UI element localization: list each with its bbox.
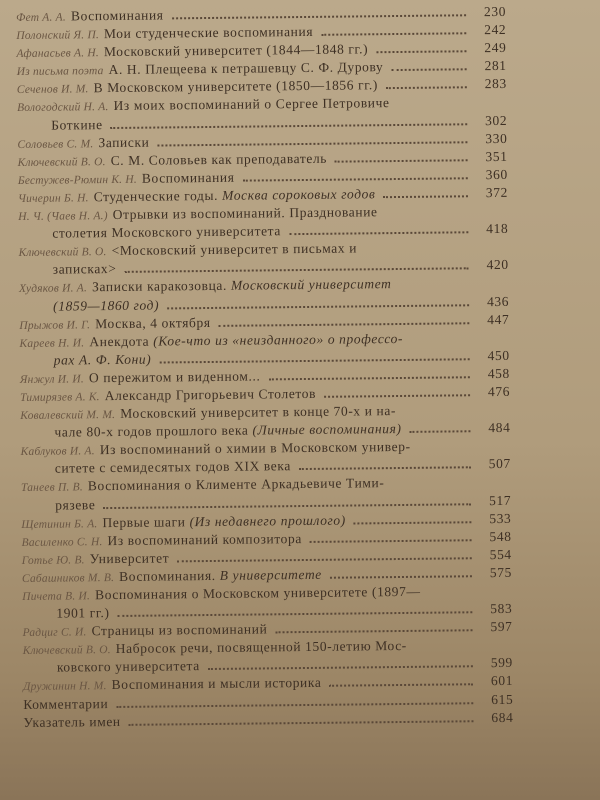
entry-title: Москва, 4 октября	[95, 314, 211, 331]
dot-leader	[275, 629, 472, 633]
entry-author: Кареев Н. И.	[19, 336, 85, 350]
dot-leader	[243, 177, 468, 181]
entry-title: Страницы из воспоминаний	[91, 621, 268, 639]
entry-title: О пережитом и виденном...	[88, 368, 261, 386]
dot-leader	[391, 69, 466, 72]
entry-title: Воспоминания и мысли историка	[111, 675, 322, 693]
dot-leader	[330, 575, 472, 578]
dot-leader	[103, 503, 471, 509]
entry-author: Соловьев С. М.	[17, 137, 94, 151]
toc-entry	[19, 330, 509, 371]
page-number: 507	[488, 456, 511, 472]
dot-leader	[219, 322, 470, 327]
entry-author: Полонский Я. П.	[16, 29, 100, 43]
page-number: 351	[485, 148, 508, 164]
entry-title: <Московский университет в письмах и	[111, 240, 358, 259]
spacer	[361, 251, 475, 252]
page-number: 548	[489, 528, 512, 544]
page-number: 372	[485, 184, 509, 201]
entry-title: Из воспоминаний о химии в Московском универ-	[99, 439, 411, 458]
page-number: 583	[490, 600, 513, 617]
dot-leader	[159, 358, 469, 363]
entry-title: столетия Московского университета	[52, 223, 281, 241]
entry-title: Москва сороковых годов	[222, 186, 376, 203]
dot-leader	[299, 467, 471, 471]
dot-leader	[324, 394, 470, 398]
entry-title: Воспоминания о Московском университете (1897—	[94, 583, 421, 603]
page-number: 283	[484, 76, 507, 92]
toc-entry	[22, 583, 512, 624]
entry-title: Студенческие годы.	[93, 187, 219, 205]
entry-title: Университет	[89, 550, 170, 567]
dot-leader	[268, 376, 469, 380]
entry-title: Отрывки из воспоминаний. Празднование	[112, 204, 378, 223]
entry-title: (Личные воспоминания)	[252, 421, 402, 438]
entry-title: ковского университета	[56, 658, 200, 675]
dot-leader	[289, 231, 468, 235]
spacer	[407, 342, 475, 343]
entry-author: Афанасьев А. Н.	[16, 47, 100, 61]
entry-title: Указатель имен	[23, 713, 121, 730]
page-number: 554	[489, 546, 512, 562]
entry-title: Воспоминания	[141, 169, 235, 186]
entry-title: Александр Григорьевич Столетов	[104, 385, 317, 404]
page-number: 476	[487, 383, 511, 400]
entry-author: Ключевский В. О.	[18, 246, 107, 260]
entry-title: Воспоминания.	[119, 567, 216, 584]
entry-title: Из моих воспоминаний о Сергее Петровиче	[113, 95, 390, 114]
page-number: 418	[486, 220, 509, 237]
entry-title: Воспоминания	[70, 7, 164, 24]
toc-entry	[19, 275, 509, 316]
spacer	[411, 649, 479, 650]
entry-author: Радциг С. И.	[22, 626, 87, 640]
dot-leader	[116, 702, 473, 708]
entry-author: Готье Ю. В.	[21, 554, 85, 567]
entry-title: (Из недавнего прошлого)	[189, 512, 346, 529]
entry-title: Записки каракозовца.	[91, 278, 228, 295]
page-number: 360	[485, 166, 508, 182]
page-number: 447	[487, 311, 510, 327]
page-number: 601	[490, 673, 514, 689]
page-number: 615	[491, 691, 514, 707]
dot-leader	[310, 539, 472, 543]
dot-leader	[354, 521, 472, 524]
entry-author: Вологодский Н. А.	[16, 101, 109, 115]
entry-author: Из письма поэта	[16, 65, 104, 79]
entry-author: Фет А. А.	[16, 11, 67, 24]
page-number: 458	[487, 365, 510, 381]
dot-leader	[172, 14, 466, 19]
entry-author: Н. Ч. (Чаев Н. А.)	[18, 210, 108, 224]
entry-title: Московский университет (1844—1848 гг.)	[103, 41, 369, 60]
page-number: 330	[485, 130, 508, 146]
entry-author: Худяков И. А.	[18, 282, 88, 296]
entry-title: Мои студенческие воспоминания	[103, 23, 314, 42]
entry-title: Анекдота	[89, 333, 150, 349]
page-number: 484	[488, 420, 511, 436]
dot-leader	[383, 195, 468, 198]
entry-title: (Кое-что из «неизданного» о профессо-	[153, 330, 404, 349]
entry-title: чале 80-х годов прошлого века	[54, 422, 249, 440]
entry-author: Бестужев-Рюмин К. Н.	[17, 173, 137, 187]
toc-entry	[21, 438, 511, 479]
entry-author: Ключевский В. О.	[17, 155, 106, 169]
spacer	[425, 595, 479, 596]
toc-entry	[17, 94, 507, 135]
dot-leader	[321, 32, 466, 36]
toc-entry	[18, 203, 508, 244]
entry-title: (1859—1860 год)	[53, 297, 160, 314]
entry-author: Сеченов И. М.	[16, 83, 89, 97]
entry-title: Боткине	[51, 116, 103, 133]
page-number: 597	[490, 619, 513, 635]
dot-leader	[335, 159, 468, 162]
entry-title: С. М. Соловьев как преподаватель	[110, 150, 328, 168]
entry-title: Из воспоминаний композитора	[107, 530, 302, 548]
entry-title: Комментарии	[23, 695, 109, 712]
dot-leader	[329, 684, 473, 688]
page-number: 302	[485, 112, 508, 128]
page-number: 230	[483, 3, 507, 20]
spacer	[382, 215, 475, 216]
toc-line	[23, 709, 513, 732]
page-number: 249	[484, 40, 507, 56]
page-number: 436	[486, 293, 510, 309]
entry-title: А. Н. Плещеева к петрашевцу С. Ф. Дурову	[108, 59, 384, 78]
page-number: 281	[484, 58, 507, 74]
dot-leader	[376, 50, 466, 53]
entry-title: рязеве	[55, 496, 96, 513]
spacer	[388, 487, 477, 488]
entry-title: Набросок речи, посвященной 150-летию Мос-	[115, 638, 407, 657]
page-number: 242	[484, 21, 507, 38]
dot-leader	[208, 666, 473, 671]
entry-author: Василенко С. Н.	[21, 535, 103, 549]
spacer	[394, 107, 473, 108]
entry-title: В университете	[219, 566, 322, 583]
page-number: 533	[489, 510, 512, 526]
dot-leader	[177, 557, 472, 562]
entry-title: Записки	[98, 134, 150, 150]
entry-title: ситете с семидесятых годов XIX века	[54, 458, 291, 476]
page-number: 575	[489, 564, 513, 580]
page-number: 517	[489, 492, 512, 508]
entry-author: Прыжов И. Г.	[19, 318, 91, 332]
dot-leader	[410, 430, 471, 433]
spacer	[415, 450, 477, 451]
dot-leader	[167, 304, 469, 309]
spacer	[395, 288, 474, 289]
page-number: 450	[487, 347, 510, 363]
table-of-contents	[16, 4, 514, 733]
entry-author: Чичерин Б. Н.	[17, 192, 89, 205]
toc-entry	[23, 637, 513, 678]
entry-title: 1901 гг.)	[56, 605, 110, 621]
page-number: 684	[491, 709, 514, 725]
page-number: 599	[490, 655, 513, 671]
toc-entry	[23, 709, 513, 732]
page-number: 420	[486, 257, 509, 273]
entry-author: Тимирязев А. К.	[20, 391, 100, 404]
toc-entry	[18, 239, 508, 280]
entry-title: рах А. Ф. Кони)	[53, 351, 152, 368]
entry-author: Каблуков И. А.	[20, 445, 95, 459]
toc-entry	[21, 474, 511, 515]
entry-title: Московский университет	[230, 276, 392, 294]
entry-author: Янжул И. И.	[19, 373, 85, 386]
entry-title: Первые шаги	[102, 513, 186, 530]
entry-title: В Московском университете (1850—1856 гг.)	[93, 77, 378, 96]
entry-title: записках>	[52, 261, 117, 277]
entry-author: Ключевский В. О.	[22, 644, 111, 658]
entry-author: Дружинин Н. М.	[23, 680, 107, 694]
dot-leader	[129, 720, 474, 726]
dot-leader	[111, 123, 468, 129]
entry-author: Танеев П. В.	[20, 481, 83, 495]
dot-leader	[124, 268, 468, 274]
dot-leader	[157, 141, 467, 146]
spacer	[400, 414, 476, 415]
entry-author: Сабашников М. В.	[21, 571, 115, 585]
toc-entry	[20, 402, 510, 443]
entry-title: Воспоминания о Клименте Аркадьевиче Тими-	[87, 475, 385, 494]
entry-author: Ковалевский М. М.	[20, 409, 116, 423]
dot-leader	[386, 87, 467, 90]
entry-author: Пичета В. И.	[22, 590, 91, 603]
entry-title: Московский университет в конце 70-х и на-	[120, 403, 397, 421]
entry-author: Щетинин Б. А.	[21, 517, 98, 531]
dot-leader	[118, 611, 473, 617]
